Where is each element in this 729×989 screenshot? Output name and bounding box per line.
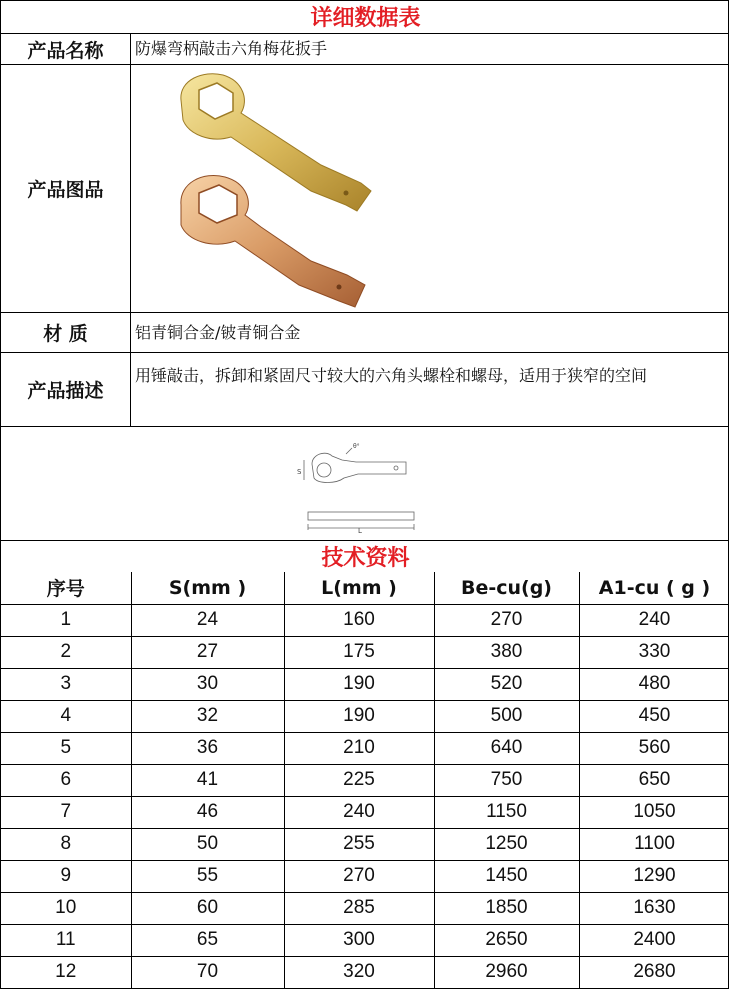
table-row	[1, 604, 729, 636]
table-row	[1, 892, 729, 924]
technical-drawing	[296, 434, 436, 534]
table-cell: 10	[1, 892, 131, 924]
table-row	[1, 732, 729, 764]
table-cell: 750	[434, 764, 579, 796]
tech-title-row	[1, 541, 729, 572]
table-cell: 5	[1, 732, 131, 764]
description-value: 用锤敲击，拆卸和紧固尺寸较大的六角头螺栓和螺母，适用于狭窄的空间	[135, 366, 648, 385]
table-row	[1, 764, 729, 796]
col-header-be-cu: Be-cu(g)	[434, 572, 579, 604]
table-cell: 330	[579, 636, 729, 668]
table-cell: 175	[284, 636, 434, 668]
table-cell: 1150	[434, 796, 579, 828]
spec-table-body	[1, 604, 729, 988]
sheet-title: 详细数据表	[310, 6, 421, 31]
sheet-title-row	[1, 0, 729, 34]
table-cell: 27	[131, 636, 284, 668]
table-cell: 640	[434, 732, 579, 764]
table-row	[1, 828, 729, 860]
table-cell: 270	[434, 604, 579, 636]
table-cell: 520	[434, 668, 579, 700]
col-header-l: L(mm )	[284, 572, 434, 604]
table-cell: 55	[131, 860, 284, 892]
table-cell: 32	[131, 700, 284, 732]
drawing-s-label: S	[296, 467, 301, 476]
tech-title: 技术资料	[321, 546, 410, 571]
material-row	[1, 313, 729, 353]
table-row	[1, 636, 729, 668]
table-cell: 6	[1, 764, 131, 796]
table-cell: 46	[131, 796, 284, 828]
table-cell: 500	[434, 700, 579, 732]
table-cell: 1630	[579, 892, 729, 924]
table-cell: 2	[1, 636, 131, 668]
table-row	[1, 924, 729, 956]
spec-table-header	[1, 572, 729, 604]
technical-drawing-row	[1, 427, 729, 541]
table-cell: 210	[284, 732, 434, 764]
table-cell: 7	[1, 796, 131, 828]
wrench-photo	[151, 65, 411, 310]
product-name-row	[1, 34, 729, 65]
table-cell: 11	[1, 924, 131, 956]
table-cell: 4	[1, 700, 131, 732]
table-cell: 320	[284, 956, 434, 988]
table-row	[1, 700, 729, 732]
table-cell: 1100	[579, 828, 729, 860]
spec-table	[1, 572, 729, 989]
table-cell: 1	[1, 604, 131, 636]
table-cell: 285	[284, 892, 434, 924]
material-label: 材 质	[1, 313, 131, 352]
table-cell: 270	[284, 860, 434, 892]
product-image-row	[1, 65, 729, 313]
table-cell: 1450	[434, 860, 579, 892]
table-cell: 1050	[579, 796, 729, 828]
table-cell: 300	[284, 924, 434, 956]
description-label: 产品描述	[1, 353, 131, 426]
product-name-label: 产品名称	[1, 34, 131, 64]
table-cell: 560	[579, 732, 729, 764]
product-photo-cell	[131, 65, 729, 312]
material-value: 铝青铜合金/铍青铜合金	[135, 322, 301, 342]
table-cell: 190	[284, 700, 434, 732]
table-cell: 190	[284, 668, 434, 700]
product-image-label: 产品图品	[1, 65, 131, 312]
table-cell: 2960	[434, 956, 579, 988]
table-row	[1, 668, 729, 700]
drawing-angle-label: θ°	[352, 442, 360, 450]
table-cell: 30	[131, 668, 284, 700]
table-cell: 8	[1, 828, 131, 860]
table-cell: 450	[579, 700, 729, 732]
table-cell: 1250	[434, 828, 579, 860]
table-cell: 36	[131, 732, 284, 764]
table-cell: 24	[131, 604, 284, 636]
table-cell: 1850	[434, 892, 579, 924]
table-cell: 2680	[579, 956, 729, 988]
drawing-l-label: L	[357, 526, 362, 534]
table-cell: 160	[284, 604, 434, 636]
table-cell: 225	[284, 764, 434, 796]
table-cell: 60	[131, 892, 284, 924]
description-row	[1, 353, 729, 427]
table-row	[1, 956, 729, 988]
table-cell: 480	[579, 668, 729, 700]
table-cell: 240	[284, 796, 434, 828]
table-cell: 1290	[579, 860, 729, 892]
col-header-index: 序号	[1, 572, 131, 604]
product-name-value: 防爆弯柄敲击六角梅花扳手	[135, 39, 328, 58]
col-header-s: S(mm )	[131, 572, 284, 604]
table-cell: 50	[131, 828, 284, 860]
table-row	[1, 796, 729, 828]
table-cell: 65	[131, 924, 284, 956]
table-cell: 255	[284, 828, 434, 860]
table-cell: 41	[131, 764, 284, 796]
table-cell: 380	[434, 636, 579, 668]
table-cell: 3	[1, 668, 131, 700]
table-cell: 650	[579, 764, 729, 796]
table-cell: 2400	[579, 924, 729, 956]
table-cell: 12	[1, 956, 131, 988]
table-cell: 2650	[434, 924, 579, 956]
table-cell: 240	[579, 604, 729, 636]
table-cell: 9	[1, 860, 131, 892]
table-cell: 70	[131, 956, 284, 988]
table-row	[1, 860, 729, 892]
col-header-al-cu: A1-cu ( g )	[579, 572, 729, 604]
